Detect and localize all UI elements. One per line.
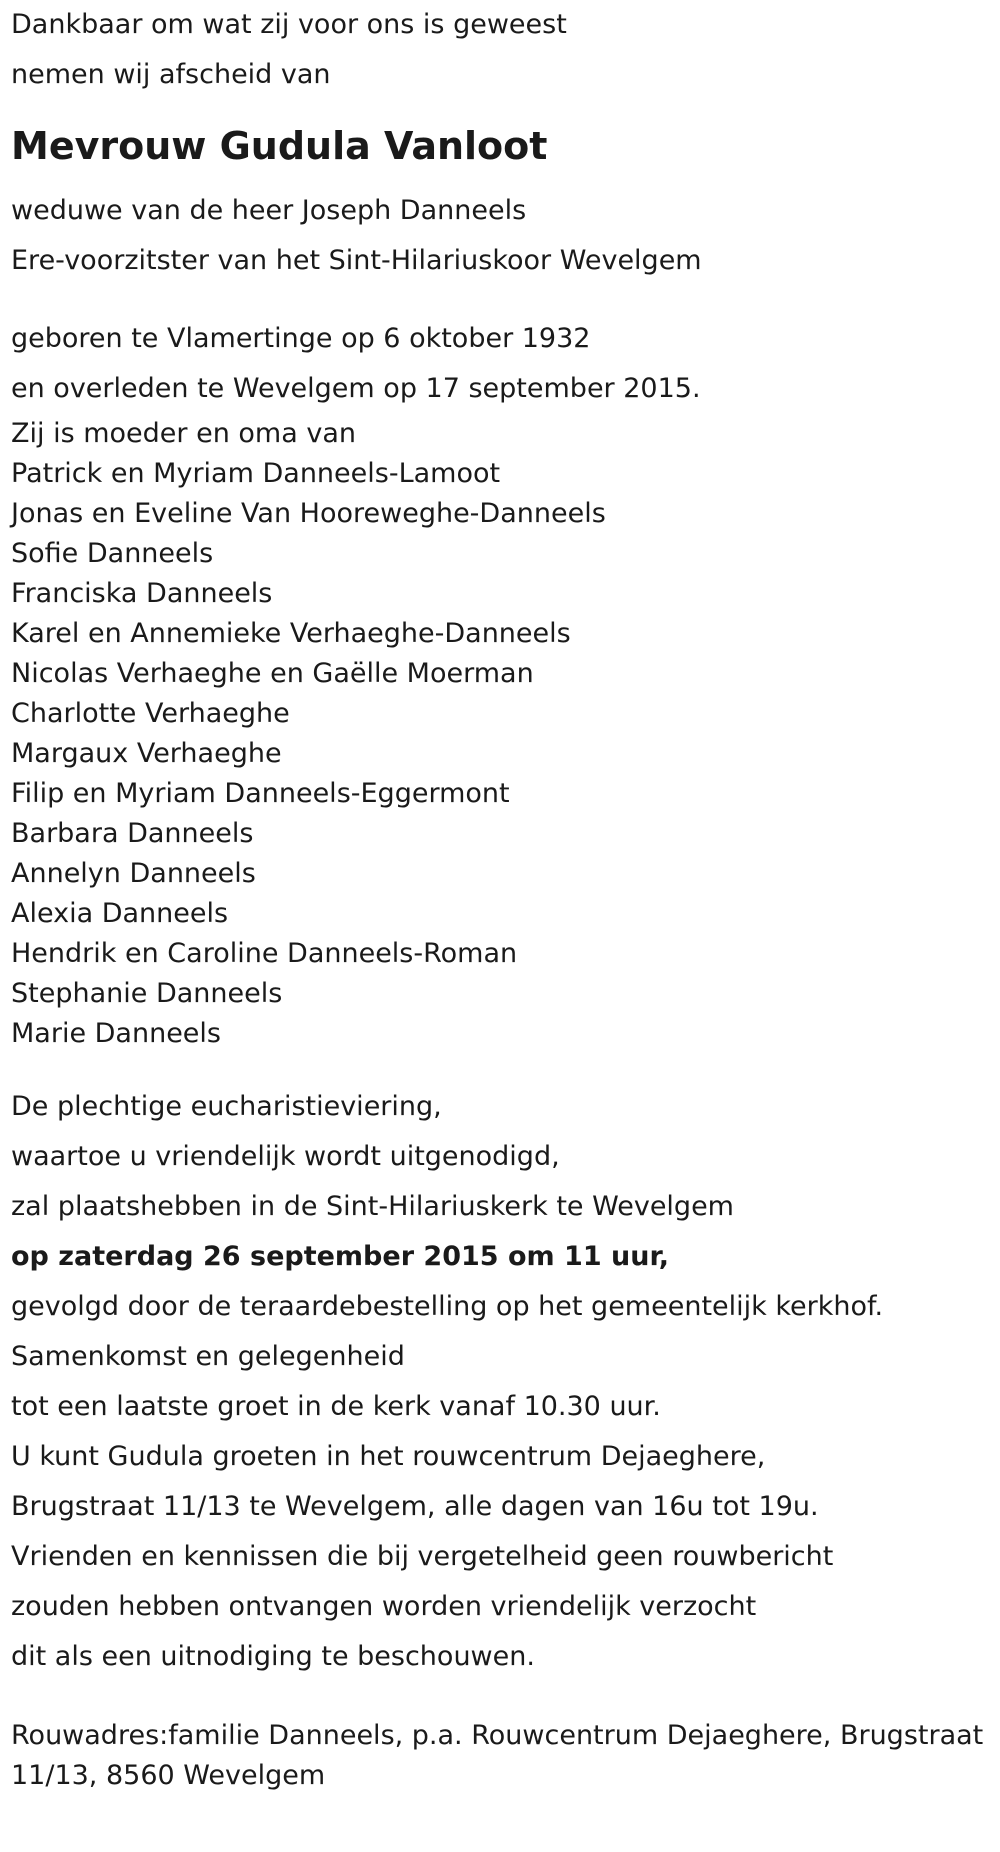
death-line: en overleden te Wevelgem op 17 september 2015. (11, 373, 701, 404)
birth-line: geboren te Vlamertinge op 6 oktober 1932 (11, 323, 591, 354)
family-member: Karel en Annemieke Verhaeghe-Danneels (11, 618, 571, 649)
family-member: Patrick en Myriam Danneels-Lamoot (11, 458, 501, 489)
ceremony-line: zal plaatshebben in de Sint-Hilariuskerk te Wevelgem (11, 1191, 734, 1222)
ceremony-line: dit als een uitnodiging te beschouwen. (11, 1641, 535, 1672)
intro-line: Dankbaar om wat zij voor ons is geweest (11, 9, 567, 40)
family-member: Alexia Danneels (11, 898, 229, 929)
family-member: Barbara Danneels (11, 818, 254, 849)
obituary-document (11, 0, 991, 1823)
title-line: Ere-voorzitster van het Sint-Hilariuskoor Wevelgem (11, 245, 702, 276)
family-member: Hendrik en Caroline Danneels-Roman (11, 938, 518, 969)
ceremony-line: Brugstraat 11/13 te Wevelgem, alle dagen van 16u tot 19u. (11, 1491, 819, 1522)
dates-block (11, 314, 991, 414)
family-member: Nicolas Verhaeghe en Gaëlle Moerman (11, 658, 534, 689)
ceremony-line: gevolgd door de teraardebestelling op het gemeentelijk kerkhof. (11, 1291, 884, 1322)
family-member: Stephanie Danneels (11, 978, 283, 1009)
family-member: Jonas en Eveline Van Hooreweghe-Danneels (11, 498, 606, 529)
family-member: Franciska Danneels (11, 578, 273, 609)
title-line: weduwe van de heer Joseph Danneels (11, 195, 527, 226)
ceremony-line: Vrienden en kennissen die bij vergetelheid geen rouwbericht (11, 1541, 834, 1572)
ceremony-date: op zaterdag 26 september 2015 om 11 uur, (11, 1241, 670, 1272)
ceremony-line: waartoe u vriendelijk wordt uitgenodigd, (11, 1141, 560, 1172)
intro-block (11, 0, 991, 100)
mourning-address: Rouwadres:familie Danneels, p.a. Rouwcentrum Dejaeghere, Brugstraat 11/13, 8560 Wevelgem (11, 1720, 984, 1791)
family-member: Charlotte Verhaeghe (11, 698, 290, 729)
family-member: Margaux Verhaeghe (11, 738, 282, 769)
ceremony-line: De plechtige eucharistieviering, (11, 1091, 442, 1122)
family-intro: Zij is moeder en oma van (11, 418, 356, 449)
ceremony-line: U kunt Gudula groeten in het rouwcentrum Dejaeghere, (11, 1441, 766, 1472)
ceremony-line: Samenkomst en gelegenheid (11, 1341, 405, 1372)
family-member: Sofie Danneels (11, 538, 214, 569)
ceremony-line: zouden hebben ontvangen worden vriendelijk verzocht (11, 1591, 757, 1622)
intro-line: nemen wij afscheid van (11, 59, 331, 90)
ceremony-block (11, 1082, 991, 1682)
family-member: Filip en Myriam Danneels-Eggermont (11, 778, 510, 809)
ceremony-line: tot een laatste groet in de kerk vanaf 10.30 uur. (11, 1391, 661, 1422)
family-block (11, 414, 991, 1054)
deceased-name: Mevrouw Gudula Vanloot (11, 124, 548, 168)
family-member: Marie Danneels (11, 1018, 221, 1049)
titles-block (11, 186, 991, 286)
family-member: Annelyn Danneels (11, 858, 256, 889)
